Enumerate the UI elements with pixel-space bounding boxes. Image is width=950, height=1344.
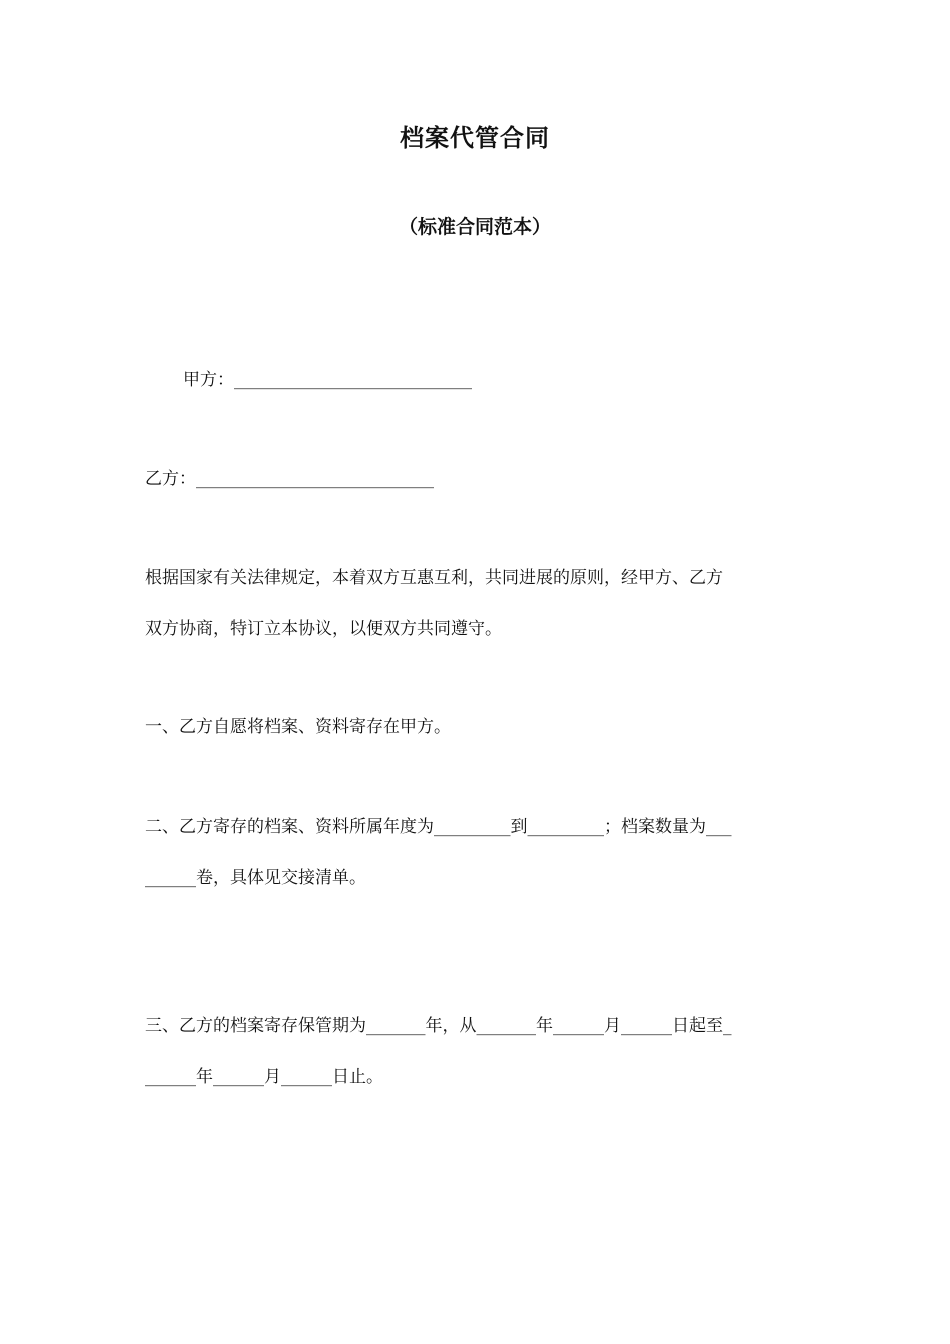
party-a-line: 甲方：____________________________ — [183, 370, 472, 390]
clause-3-line-2: ______年______月______日止。 — [145, 1067, 383, 1087]
clause-1: 一、乙方自愿将档案、资料寄存在甲方。 — [145, 717, 451, 737]
document-subtitle: （标准合同范本） — [398, 216, 551, 238]
party-b-line: 乙方：____________________________ — [145, 469, 434, 489]
document-title: 档案代管合同 — [400, 124, 550, 152]
clause-2-line-1: 二、乙方寄存的档案、资料所属年度为_________到_________；档案数量为___ — [145, 817, 732, 837]
clause-2-line-2: ______卷，具体见交接清单。 — [145, 868, 366, 888]
preamble-line-2: 双方协商，特订立本协议，以便双方共同遵守。 — [145, 619, 502, 639]
clause-3-line-1: 三、乙方的档案寄存保管期为_______年，从_______年______月______日起至_ — [145, 1016, 732, 1036]
preamble-line-1: 根据国家有关法律规定，本着双方互惠互利，共同进展的原则，经甲方、乙方 — [145, 568, 723, 588]
